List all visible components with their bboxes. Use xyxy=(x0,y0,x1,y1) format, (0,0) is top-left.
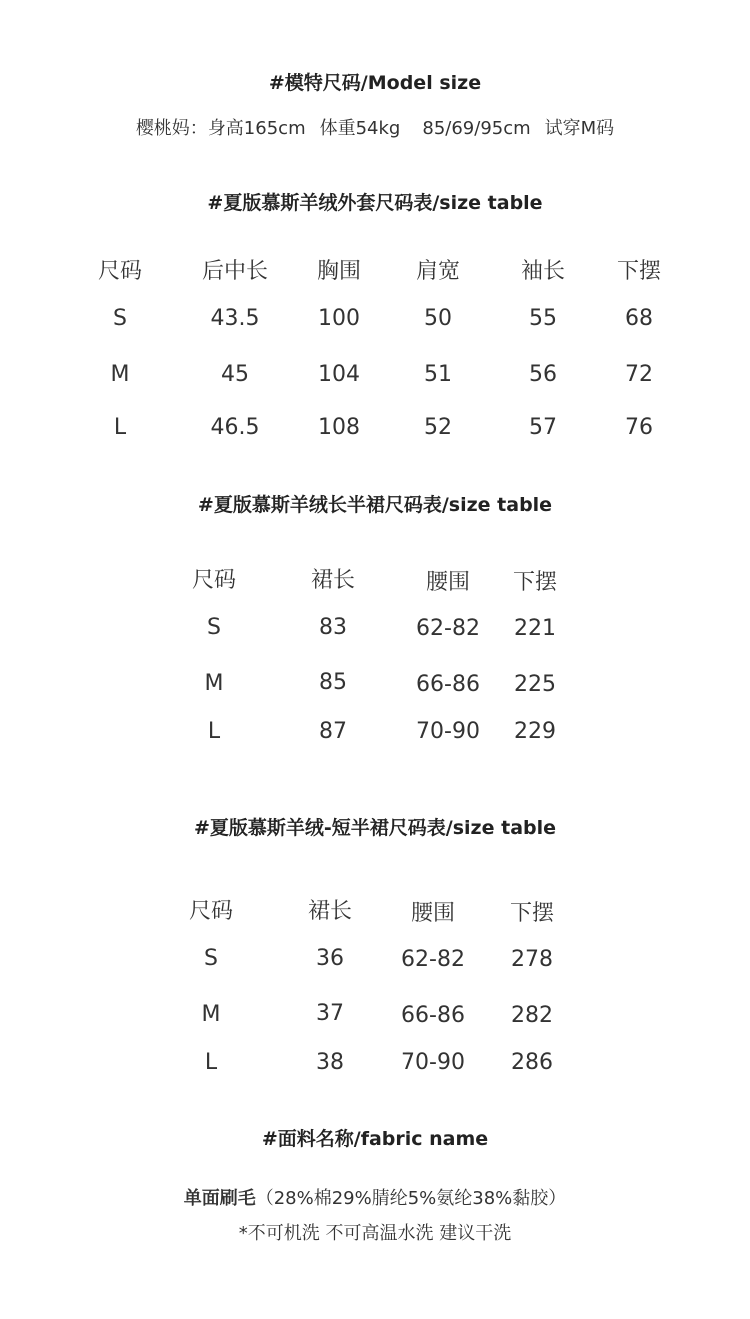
long-skirt-cell: S xyxy=(207,615,221,640)
coat-header-shoulder: 肩宽 xyxy=(415,259,460,284)
coat-cell: 100 xyxy=(318,306,360,331)
coat-cell: 76 xyxy=(625,415,653,440)
long-skirt-cell: M xyxy=(204,671,224,696)
care-instructions: *不可机洗 不可高温水洗 建议干洗 xyxy=(238,1223,512,1244)
coat-cell: 108 xyxy=(318,415,360,440)
short-skirt-cell: 36 xyxy=(316,946,344,971)
model-size-heading: #模特尺码/Model size xyxy=(268,72,482,94)
long-skirt-cell: 70-90 xyxy=(416,719,480,744)
model-height: 身高165cm xyxy=(207,118,306,139)
coat-cell: 52 xyxy=(424,415,452,440)
fabric-composition-line xyxy=(0,1184,750,1210)
coat-cell: 55 xyxy=(529,306,557,331)
short-skirt-cell: S xyxy=(204,946,218,971)
long-skirt-cell: L xyxy=(207,719,221,744)
short-skirt-cell: 286 xyxy=(511,1050,553,1075)
long-skirt-table-heading: #夏版慕斯羊绒长半裙尺码表/size table xyxy=(197,494,553,516)
short-skirt-cell: L xyxy=(204,1050,218,1075)
model-fit: 试穿M码 xyxy=(544,118,615,139)
coat-cell: 50 xyxy=(424,306,452,331)
long-skirt-header-waist: 腰围 xyxy=(425,570,470,595)
model-weight: 体重54kg xyxy=(319,118,401,139)
coat-cell: M xyxy=(110,362,130,387)
short-skirt-cell: 62-82 xyxy=(401,947,465,972)
long-skirt-cell: 83 xyxy=(319,615,347,640)
long-skirt-header-length: 裙长 xyxy=(310,568,355,593)
short-skirt-cell: 282 xyxy=(511,1003,553,1028)
coat-cell: 72 xyxy=(625,362,653,387)
fabric-composition: （28%棉29%腈纶5%氨纶38%黏胶） xyxy=(255,1188,567,1209)
coat-header-sleeve: 袖长 xyxy=(520,259,565,284)
long-skirt-cell: 62-82 xyxy=(416,616,480,641)
coat-header-hem: 下摆 xyxy=(616,259,661,284)
coat-cell: 57 xyxy=(529,415,557,440)
short-skirt-cell: 38 xyxy=(316,1050,344,1075)
long-skirt-cell: 87 xyxy=(319,719,347,744)
long-skirt-header-hem: 下摆 xyxy=(512,570,557,595)
coat-header-back-length: 后中长 xyxy=(201,259,268,284)
coat-header-chest: 胸围 xyxy=(316,259,361,284)
coat-cell: 104 xyxy=(318,362,360,387)
coat-cell: 45 xyxy=(221,362,249,387)
coat-table-heading: #夏版慕斯羊绒外套尺码表/size table xyxy=(207,192,543,214)
long-skirt-cell: 229 xyxy=(514,719,556,744)
short-skirt-cell: 278 xyxy=(511,947,553,972)
long-skirt-cell: 66-86 xyxy=(416,672,480,697)
long-skirt-cell: 85 xyxy=(319,670,347,695)
coat-cell: 51 xyxy=(424,362,452,387)
short-skirt-cell: M xyxy=(201,1002,221,1027)
long-skirt-header-size: 尺码 xyxy=(191,568,236,593)
short-skirt-header-waist: 腰围 xyxy=(410,901,455,926)
short-skirt-header-size: 尺码 xyxy=(188,899,233,924)
short-skirt-header-hem: 下摆 xyxy=(509,901,554,926)
coat-cell: 56 xyxy=(529,362,557,387)
fabric-heading: #面料名称/fabric name xyxy=(261,1128,489,1150)
short-skirt-cell: 37 xyxy=(316,1001,344,1026)
model-measurements: 85/69/95cm xyxy=(422,118,531,139)
short-skirt-header-length: 裙长 xyxy=(307,899,352,924)
coat-cell: 68 xyxy=(625,306,653,331)
short-skirt-table-heading: #夏版慕斯羊绒-短半裙尺码表/size table xyxy=(193,817,557,839)
coat-cell: L xyxy=(113,415,127,440)
coat-cell: S xyxy=(113,306,127,331)
short-skirt-cell: 66-86 xyxy=(401,1003,465,1028)
long-skirt-cell: 221 xyxy=(514,616,556,641)
coat-cell: 43.5 xyxy=(210,306,260,331)
fabric-name: 单面刷毛 xyxy=(183,1188,256,1209)
coat-cell: 46.5 xyxy=(210,415,260,440)
model-name: 樱桃妈： xyxy=(135,118,208,139)
short-skirt-cell: 70-90 xyxy=(401,1050,465,1075)
long-skirt-cell: 225 xyxy=(514,672,556,697)
model-info-line xyxy=(0,114,750,140)
coat-header-size: 尺码 xyxy=(97,259,142,284)
